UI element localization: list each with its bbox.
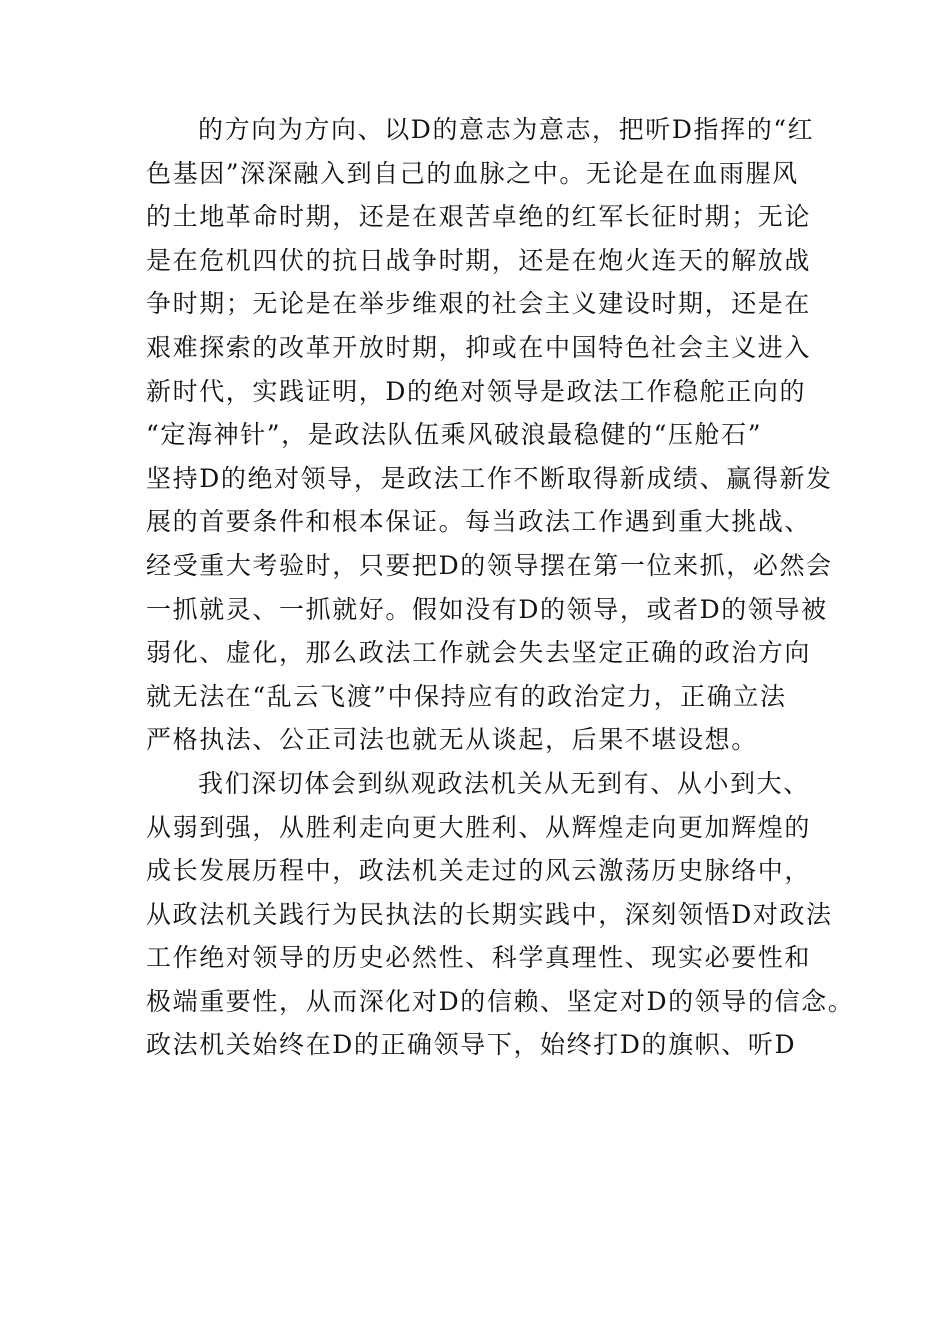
- text-line: 经受重大考验时，只要把D的领导摆在第一位来抓，必然会: [146, 550, 833, 580]
- text-line: 一抓就灵、一抓就好。假如没有D的领导，或者D的领导被: [146, 594, 828, 624]
- text-line: 色基因”深深融入到自己的血脉之中。无论是在血雨腥风: [146, 158, 799, 188]
- text-line: 新时代，实践证明，D的绝对领导是政法工作稳舵正向的: [146, 376, 807, 406]
- text-line: 工作绝对领导的历史必然性、科学真理性、现实必要性和: [146, 943, 812, 973]
- text-line: 弱化、虚化，那么政法工作就会失去坚定正确的政治方向: [146, 638, 812, 668]
- text-line: 艰难探索的改革开放时期，抑或在中国特色社会主义进入: [146, 332, 812, 362]
- text-line: 就无法在“乱云飞渡”中保持应有的政治定力，正确立法: [146, 681, 787, 711]
- text-line: 展的首要条件和根本保证。每当政法工作遇到重大挑战、: [146, 507, 812, 537]
- text-line: 从弱到强，从胜利走向更大胜利、从辉煌走向更加辉煌的: [146, 812, 812, 842]
- text-line: 的土地革命时期，还是在艰苦卓绝的红军长征时期；无论: [146, 202, 812, 232]
- text-line: 的方向为方向、以D的意志为意志，把听D指挥的“红: [198, 115, 815, 144]
- text-line: 是在危机四伏的抗日战争时期，还是在炮火连天的解放战: [146, 245, 812, 275]
- text-line: 争时期；无论是在举步维艰的社会主义建设时期，还是在: [146, 289, 812, 319]
- body-text: [146, 108, 855, 1067]
- text-line: 从政法机关践行为民执法的长期实践中，深刻领悟D对政法: [146, 899, 833, 929]
- text-line: 严格执法、公正司法也就无从谈起，后果不堪设想。: [146, 725, 758, 755]
- text-line: 成长发展历程中，政法机关走过的风云激荡历史脉络中，: [146, 856, 812, 886]
- text-line: 极端重要性，从而深化对D的信赖、坚定对D的领导的信念。: [146, 986, 855, 1016]
- text-line: 政法机关始终在D的正确领导下，始终打D的旗帜、听D: [146, 1030, 797, 1060]
- text-line: 我们深切体会到纵观政法机关从无到有、从小到大、: [198, 768, 810, 798]
- text-line: “定海神针”，是政法队伍乘风破浪最稳健的“压舱石”: [146, 420, 763, 450]
- text-line: 坚持D的绝对领导，是政法工作不断取得新成绩、赢得新发: [146, 463, 833, 493]
